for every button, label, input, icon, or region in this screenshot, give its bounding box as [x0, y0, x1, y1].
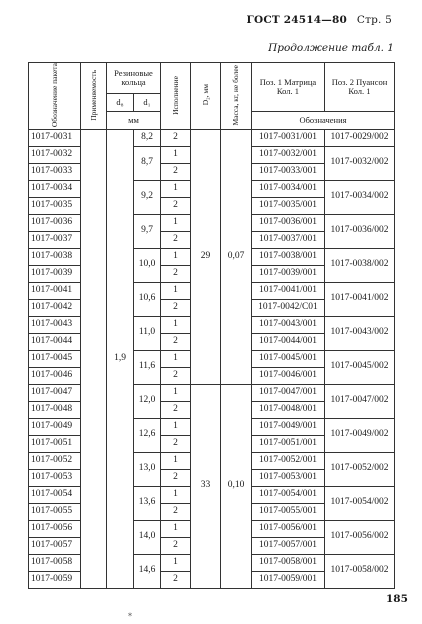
d1-cell: 10,0	[134, 248, 161, 282]
pos2-cell: 1017-0029/002	[325, 129, 395, 146]
designation-cell: 1017-0034	[29, 180, 81, 197]
execution-cell: 1	[161, 384, 191, 401]
execution-cell: 2	[161, 571, 191, 588]
designation-cell: 1017-0035	[29, 197, 81, 214]
designation-cell: 1017-0033	[29, 163, 81, 180]
execution-cell: 1	[161, 520, 191, 537]
d1-cell: 10,6	[134, 282, 161, 316]
execution-cell: 1	[161, 316, 191, 333]
d2-cell: 33	[191, 384, 221, 588]
pos2-cell: 1017-0045/002	[325, 350, 395, 384]
pos1-cell: 1017-0055/001	[252, 503, 325, 520]
pos1-cell: 1017-0048/001	[252, 401, 325, 418]
d2-cell: 29	[191, 129, 221, 384]
designation-cell: 1017-0037	[29, 231, 81, 248]
designation-cell: 1017-0056	[29, 520, 81, 537]
pos1-cell: 1017-0034/001	[252, 180, 325, 197]
col-d2: D₂, мм	[191, 63, 221, 130]
pos1-cell: 1017-0049/001	[252, 418, 325, 435]
designation-cell: 1017-0032	[29, 146, 81, 163]
pos1-cell: 1017-0046/001	[252, 367, 325, 384]
gost-number: ГОСТ 24514—80	[246, 14, 348, 26]
pos2-cell: 1017-0049/002	[325, 418, 395, 452]
d1-cell: 13,0	[134, 452, 161, 486]
mass-cell: 0,10	[221, 384, 252, 588]
execution-cell: 2	[161, 163, 191, 180]
pos1-cell: 1017-0032/001	[252, 146, 325, 163]
col-pos1: Поз. 1 Матрица Кол. 1	[252, 63, 325, 112]
pos2-cell: 1017-0032/002	[325, 146, 395, 180]
designation-cell: 1017-0041	[29, 282, 81, 299]
pos2-cell: 1017-0047/002	[325, 384, 395, 418]
designation-cell: 1017-0031	[29, 129, 81, 146]
designation-cell: 1017-0036	[29, 214, 81, 231]
pos1-cell: 1017-0045/001	[252, 350, 325, 367]
col-designation: Обозначение пакета	[29, 63, 81, 130]
pos2-cell: 1017-0041/002	[325, 282, 395, 316]
execution-cell: 1	[161, 554, 191, 571]
d1-cell: 9,2	[134, 180, 161, 214]
pos1-cell: 1017-0044/001	[252, 333, 325, 350]
execution-cell: 1	[161, 350, 191, 367]
d1-cell: 11,0	[134, 316, 161, 350]
execution-cell: 1	[161, 180, 191, 197]
pos1-cell: 1017-0035/001	[252, 197, 325, 214]
designation-cell: 1017-0053	[29, 469, 81, 486]
bottom-mark: *	[128, 612, 132, 621]
execution-cell: 2	[161, 299, 191, 316]
col-pos2: Поз. 2 Пуансон Кол. 1	[325, 63, 395, 112]
execution-cell: 1	[161, 146, 191, 163]
pos1-cell: 1017-0039/001	[252, 265, 325, 282]
pos1-cell: 1017-0036/001	[252, 214, 325, 231]
d1-cell: 13,6	[134, 486, 161, 520]
col-d8: d₈	[107, 93, 134, 111]
pos1-cell: 1017-0056/001	[252, 520, 325, 537]
designation-cell: 1017-0046	[29, 367, 81, 384]
mass-cell: 0,07	[221, 129, 252, 384]
execution-cell: 1	[161, 486, 191, 503]
designation-cell: 1017-0051	[29, 435, 81, 452]
col-mm: мм	[107, 111, 161, 129]
d1-cell: 11,6	[134, 350, 161, 384]
designation-cell: 1017-0038	[29, 248, 81, 265]
designation-cell: 1017-0057	[29, 537, 81, 554]
execution-cell: 2	[161, 367, 191, 384]
col-execution: Исполнение	[161, 63, 191, 130]
designation-cell: 1017-0048	[29, 401, 81, 418]
col-mass: Масса, кг, не более	[221, 63, 252, 130]
pos1-cell: 1017-0052/001	[252, 452, 325, 469]
pos1-cell: 1017-0051/001	[252, 435, 325, 452]
col-designations: Обозначения	[252, 111, 395, 129]
pos2-cell: 1017-0038/002	[325, 248, 395, 282]
pos1-cell: 1017-0057/001	[252, 537, 325, 554]
execution-cell: 2	[161, 537, 191, 554]
designation-cell: 1017-0039	[29, 265, 81, 282]
pos1-cell: 1017-0037/001	[252, 231, 325, 248]
col-application: Применяемость	[81, 63, 107, 130]
page-number: 185	[386, 593, 408, 605]
pos2-cell: 1017-0034/002	[325, 180, 395, 214]
page-header	[247, 14, 392, 26]
pos1-cell: 1017-0047/001	[252, 384, 325, 401]
pos2-cell: 1017-0054/002	[325, 486, 395, 520]
designation-cell: 1017-0052	[29, 452, 81, 469]
d8-cell: 1,9	[107, 129, 134, 588]
designation-cell: 1017-0044	[29, 333, 81, 350]
pos2-cell: 1017-0043/002	[325, 316, 395, 350]
spec-table	[28, 62, 395, 589]
pos1-cell: 1017-0038/001	[252, 248, 325, 265]
designation-cell: 1017-0055	[29, 503, 81, 520]
execution-cell: 2	[161, 401, 191, 418]
execution-cell: 2	[161, 129, 191, 146]
designation-cell: 1017-0042	[29, 299, 81, 316]
execution-cell: 1	[161, 452, 191, 469]
execution-cell: 2	[161, 435, 191, 452]
designation-cell: 1017-0059	[29, 571, 81, 588]
pos2-cell: 1017-0058/002	[325, 554, 395, 588]
execution-cell: 2	[161, 469, 191, 486]
d1-cell: 14,0	[134, 520, 161, 554]
execution-cell: 2	[161, 503, 191, 520]
pos2-cell: 1017-0036/002	[325, 214, 395, 248]
d1-cell: 9,7	[134, 214, 161, 248]
continuation-caption: Продолжение табл. 1	[268, 42, 394, 54]
execution-cell: 2	[161, 265, 191, 282]
designation-cell: 1017-0054	[29, 486, 81, 503]
application-cell	[81, 129, 107, 588]
execution-cell: 2	[161, 333, 191, 350]
pos1-cell: 1017-0053/001	[252, 469, 325, 486]
pos1-cell: 1017-0041/001	[252, 282, 325, 299]
page-label: Стр. 5	[356, 14, 392, 26]
d1-cell: 12,0	[134, 384, 161, 418]
pos1-cell: 1017-0031/001	[252, 129, 325, 146]
pos1-cell: 1017-0043/001	[252, 316, 325, 333]
designation-cell: 1017-0045	[29, 350, 81, 367]
execution-cell: 1	[161, 418, 191, 435]
pos1-cell: 1017-0054/001	[252, 486, 325, 503]
d1-cell: 12,6	[134, 418, 161, 452]
d1-cell: 14,6	[134, 554, 161, 588]
pos1-cell: 1017-0058/001	[252, 554, 325, 571]
execution-cell: 1	[161, 214, 191, 231]
d1-cell: 8,7	[134, 146, 161, 180]
execution-cell: 2	[161, 231, 191, 248]
designation-cell: 1017-0047	[29, 384, 81, 401]
execution-cell: 1	[161, 248, 191, 265]
d1-cell: 8,2	[134, 129, 161, 146]
designation-cell: 1017-0058	[29, 554, 81, 571]
designation-cell: 1017-0043	[29, 316, 81, 333]
pos1-cell: 1017-0042/C01	[252, 299, 325, 316]
col-d1: d₁	[134, 93, 161, 111]
pos2-cell: 1017-0052/002	[325, 452, 395, 486]
execution-cell: 2	[161, 197, 191, 214]
execution-cell: 1	[161, 282, 191, 299]
pos1-cell: 1017-0059/001	[252, 571, 325, 588]
col-rings: Резиновые кольца	[107, 63, 161, 94]
pos2-cell: 1017-0056/002	[325, 520, 395, 554]
pos1-cell: 1017-0033/001	[252, 163, 325, 180]
table-row	[29, 129, 395, 146]
designation-cell: 1017-0049	[29, 418, 81, 435]
